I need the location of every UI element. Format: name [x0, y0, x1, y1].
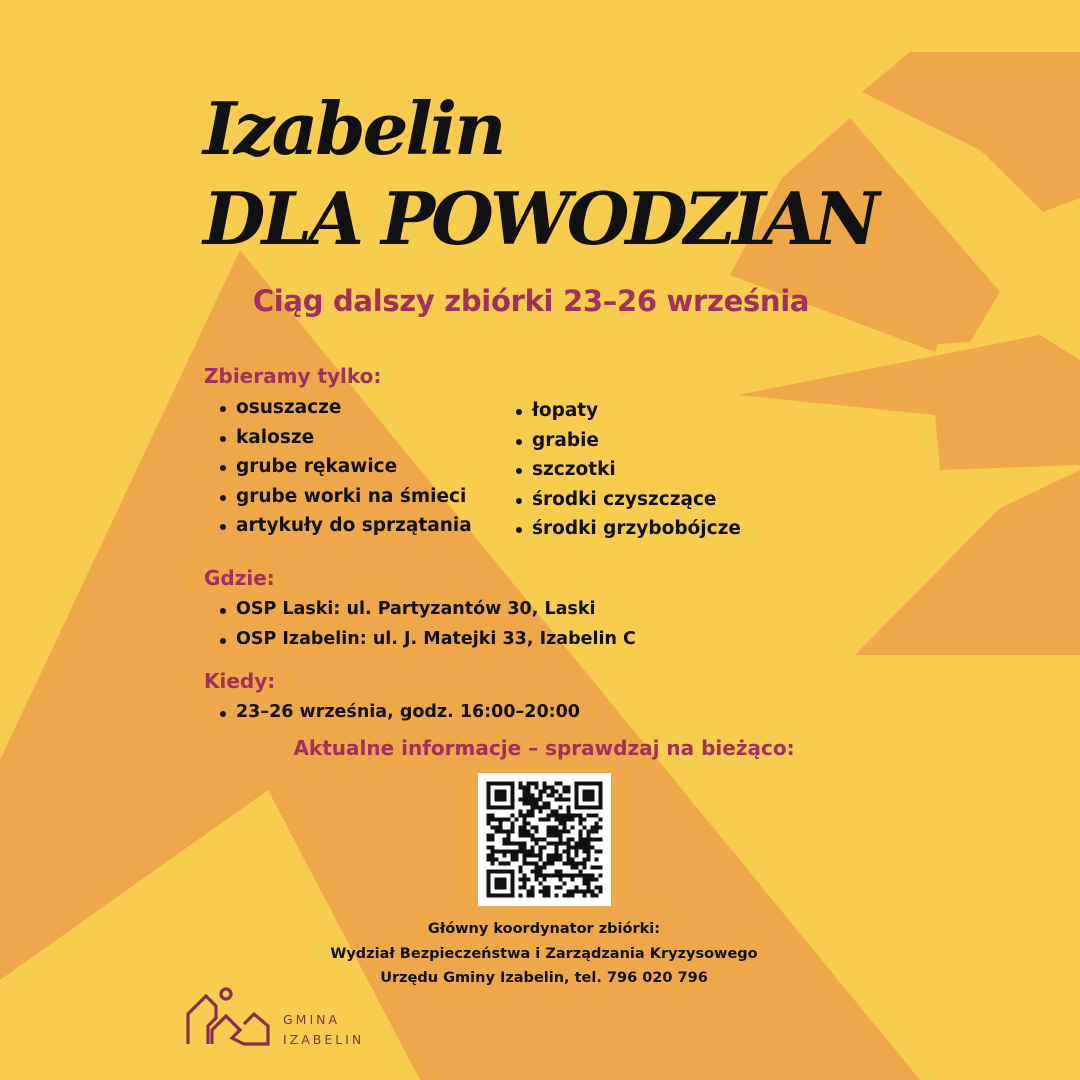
list-item: OSP Laski: ul. Partyzantów 30, Laski	[216, 595, 636, 625]
list-item: łopaty	[512, 396, 741, 426]
list-item: środki grzybobójcze	[512, 514, 741, 544]
qr-finder-pattern	[577, 784, 601, 808]
qr-finder-pattern	[489, 784, 513, 808]
list-item: grube worki na śmieci	[216, 482, 472, 512]
list-item: osuszacze	[216, 393, 472, 423]
list-item: grube rękawice	[216, 452, 472, 482]
list-item: środki czyszczące	[512, 485, 741, 515]
coordinator-block	[0, 917, 1080, 991]
qr-code-icon[interactable]	[478, 773, 611, 906]
list-item: kalosze	[216, 423, 472, 453]
coordinator-line-1: Główny koordynator zbiórki:	[427, 921, 661, 937]
list-item: szczotki	[512, 455, 741, 485]
coordinator-line-3: Urzędu Gminy Izabelin, tel. 796 020 796	[380, 970, 708, 986]
logo-text-line-1: GMINA	[283, 1012, 341, 1027]
title-line-1: Izabelin	[203, 86, 504, 171]
when-heading: Kiedy:	[204, 669, 276, 693]
gmina-izabelin-logo-icon	[186, 986, 270, 1048]
title-line-2: DLA POWODZIAN	[203, 176, 876, 261]
coordinator-line-2: Wydział Bezpieczeństwa i Zarządzania Kryzysowego	[330, 945, 758, 962]
list-item: artykuły do sprzątania	[216, 511, 472, 541]
where-heading: Gdzie:	[204, 566, 275, 590]
collect-list-right	[512, 396, 741, 544]
list-item: 23–26 września, godz. 16:00–20:00	[216, 698, 580, 728]
qr-finder-pattern	[489, 872, 513, 896]
collect-heading: Zbieramy tylko:	[204, 364, 382, 388]
when-list	[216, 698, 580, 728]
subtitle: Ciąg dalszy zbiórki 23–26 września	[252, 284, 810, 318]
qr-code-graphic	[478, 773, 611, 906]
where-list	[216, 595, 636, 654]
sun-arc-segments	[730, 52, 1080, 655]
list-item: grabie	[512, 426, 741, 456]
info-heading: Aktualne informacje – sprawdzaj na bieżąco:	[293, 736, 795, 760]
collect-list-left	[216, 393, 472, 541]
logo-text-line-2: IZABELIN	[283, 1032, 365, 1047]
list-item: OSP Izabelin: ul. J. Matejki 33, Izabelin C	[216, 625, 636, 655]
